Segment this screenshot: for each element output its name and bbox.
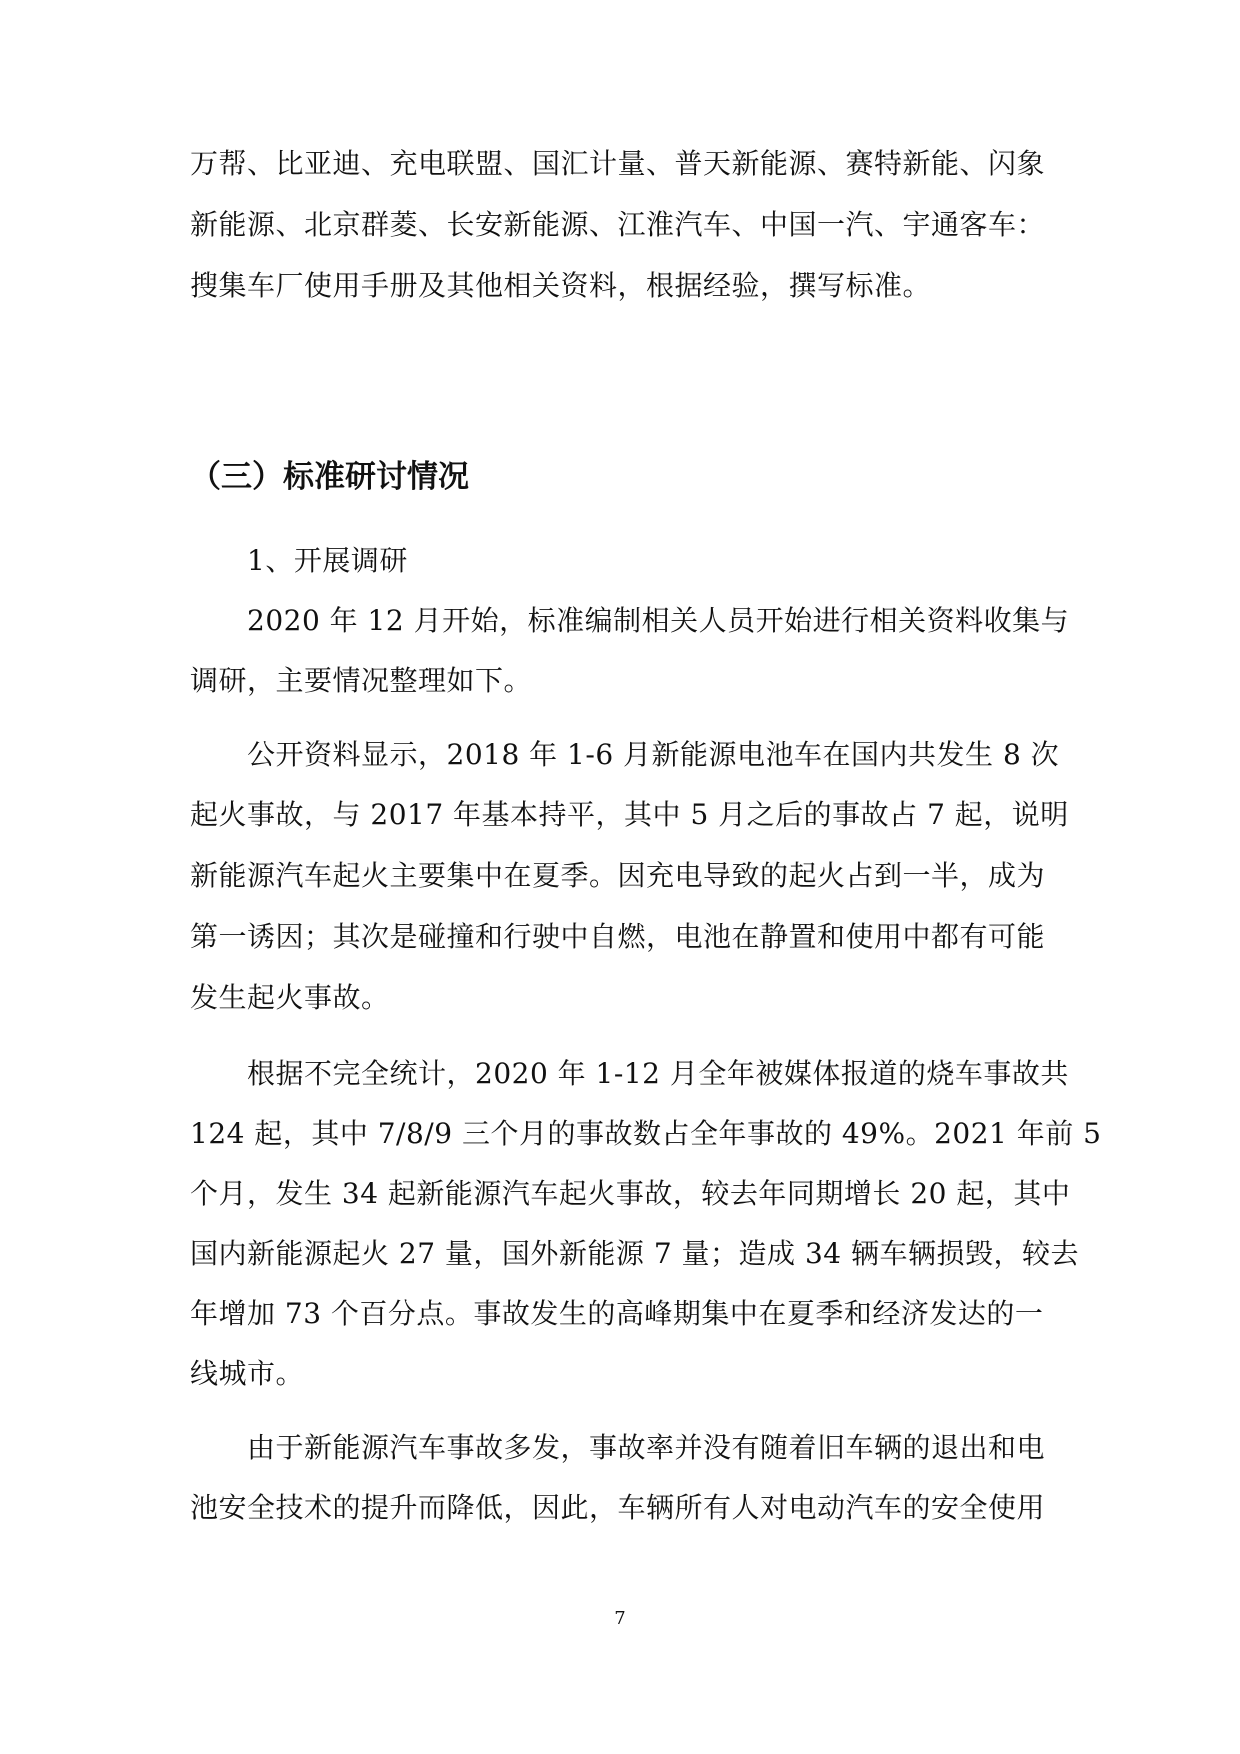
paragraph-line: 起火事故，与 2017 年基本持平，其中 5 月之后的事故占 7 起，说明 [190, 798, 1069, 831]
paragraph-line: 发生起火事故。 [190, 981, 390, 1014]
paragraph-line: 124 起，其中 7/8/9 三个月的事故数占全年事故的 49%。2021 年前 5 [190, 1117, 1102, 1150]
paragraph-line: 线城市。 [190, 1357, 305, 1390]
subheading: 1、开展调研 [247, 544, 408, 577]
paragraph-line: 新能源汽车起火主要集中在夏季。因充电导致的起火占到一半，成为 [190, 859, 1046, 892]
paragraph-line: 公开资料显示，2018 年 1-6 月新能源电池车在国内共发生 8 次 [247, 738, 1060, 771]
paragraph-line: 国内新能源起火 27 量，国外新能源 7 量；造成 34 辆车辆损毁，较去 [190, 1237, 1079, 1270]
section-heading: （三）标准研讨情况 [190, 459, 469, 495]
paragraph-line: 池安全技术的提升而降低，因此，车辆所有人对电动汽车的安全使用 [190, 1491, 1046, 1524]
paragraph-line: 新能源、北京群菱、长安新能源、江淮汽车、中国一汽、宇通客车： [190, 208, 1046, 241]
paragraph-line: 年增加 73 个百分点。事故发生的高峰期集中在夏季和经济发达的一 [190, 1297, 1044, 1330]
page-number: 7 [614, 1608, 626, 1629]
paragraph-line: 调研，主要情况整理如下。 [190, 664, 533, 697]
paragraph-line: 个月，发生 34 起新能源汽车起火事故，较去年同期增长 20 起，其中 [190, 1177, 1071, 1210]
paragraph-line: 由于新能源汽车事故多发，事故率并没有随着旧车辆的退出和电 [247, 1431, 1046, 1464]
paragraph-line: 根据不完全统计，2020 年 1-12 月全年被媒体报道的烧车事故共 [247, 1057, 1069, 1090]
paragraph-line: 搜集车厂使用手册及其他相关资料，根据经验，撰写标准。 [190, 269, 932, 302]
paragraph-line: 第一诱因；其次是碰撞和行驶中自燃，电池在静置和使用中都有可能 [190, 920, 1046, 953]
paragraph-line: 2020 年 12 月开始，标准编制相关人员开始进行相关资料收集与 [247, 604, 1070, 637]
paragraph-line: 万帮、比亚迪、充电联盟、国汇计量、普天新能源、赛特新能、闪象 [190, 147, 1046, 180]
